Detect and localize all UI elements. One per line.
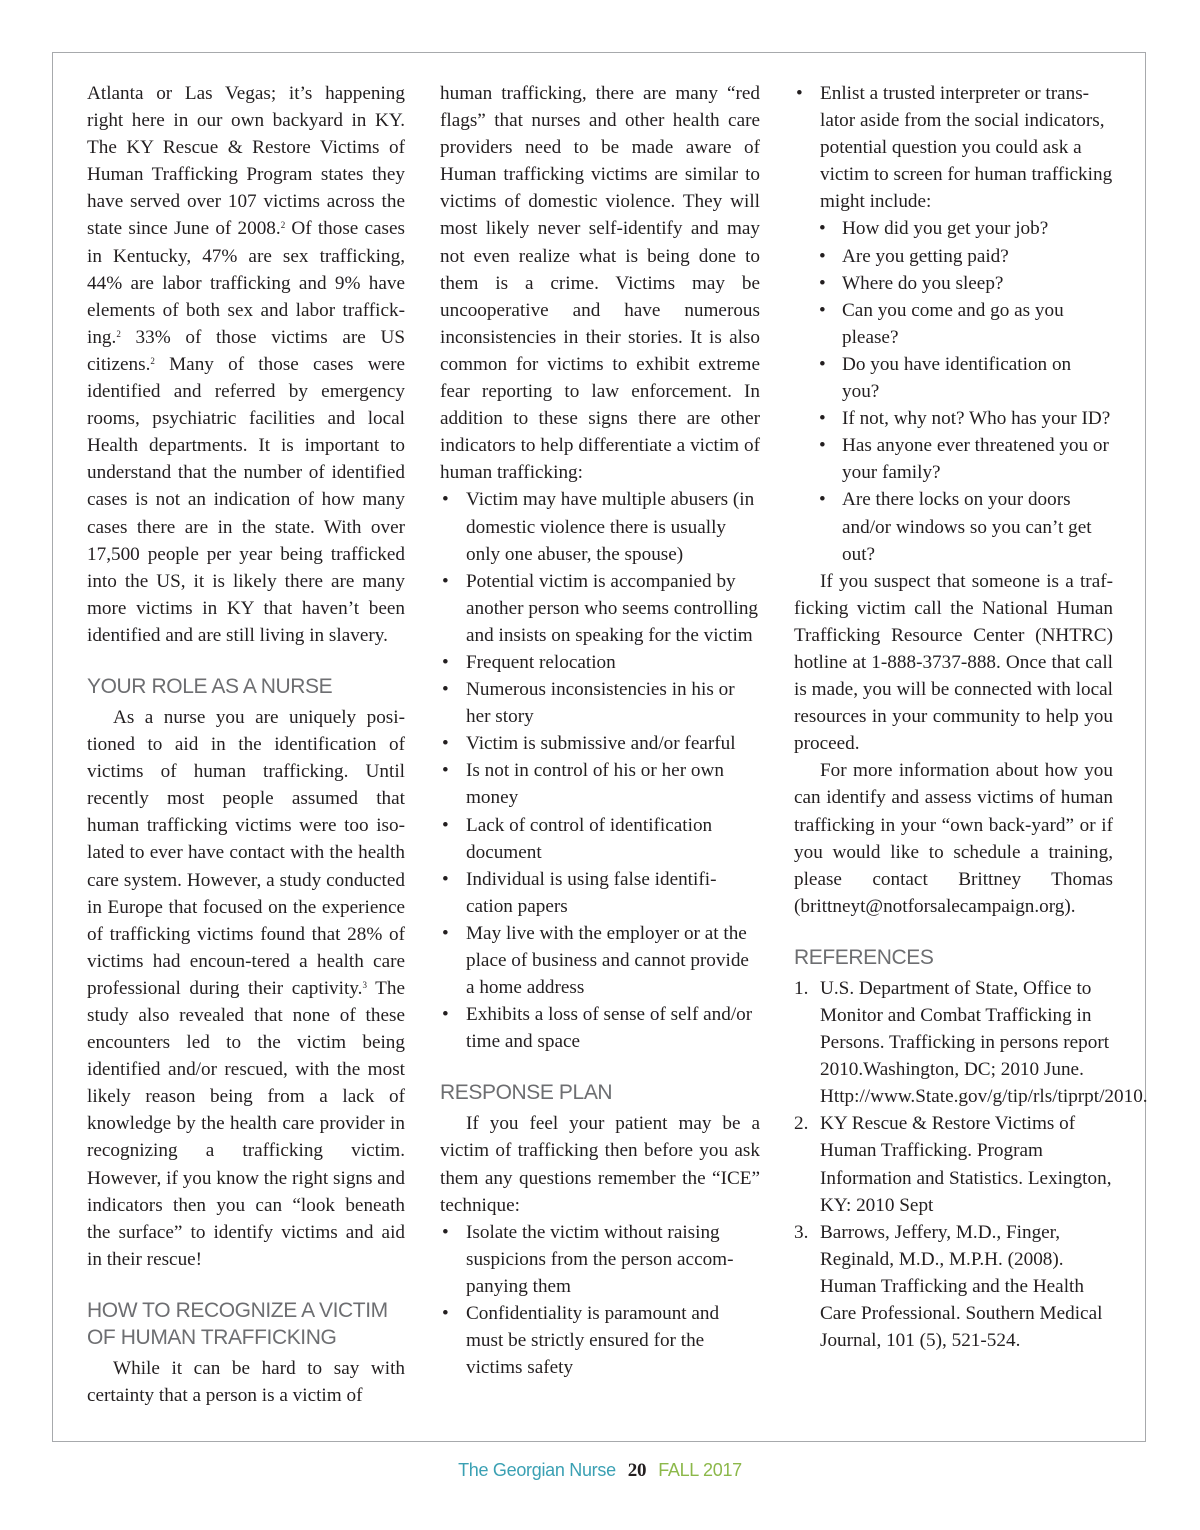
list-item: • Has anyone ever threatened you or your family? <box>794 432 1113 486</box>
references-list <box>794 975 1148 1354</box>
list-item: • Isolate the victim without raising suspicions from the person accom-panying them <box>440 1219 760 1300</box>
column-2 <box>440 80 760 1381</box>
reference-item: 2. KY Rescue & Restore Victims of Human Trafficking. Program Information and Statistics. Lexington, KY: 2010 Sept <box>794 1113 1112 1216</box>
column-3 <box>794 80 1148 1354</box>
indicator-list <box>440 486 760 1055</box>
list-item: • Potential victim is accompanied by another person who seems controlling and insists on speaking for the victim <box>440 568 760 649</box>
enlist-list <box>794 80 1113 215</box>
list-item: • Enlist a trusted interpreter or trans-lator aside from the social indicators, potential question you could ask a victim to screen for human trafficking might include: <box>794 80 1113 215</box>
hotline-paragraph: If you suspect that someone is a traf-ficking victim call the National Human Trafficking Resource Center (NHTRC) hotline at 1-888-3737-888. Once that call is made, you will be connected with local resources in your community to help you proceed. <box>794 570 1113 755</box>
reference-item: 3. Barrows, Jeffery, M.D., Finger, Reginald, M.D., M.P.H. (2008). Human Trafficking and the Health Care Professional. Southern Medical Journal, 101 (5), 521-524. <box>794 1221 1103 1352</box>
list-item: • Is not in control of his or her own money <box>440 757 760 811</box>
list-item: • Confidentiality is paramount and must be strictly ensured for the victims safety <box>440 1300 760 1381</box>
recognize-paragraph: While it can be hard to say with certainty that a person is a victim of <box>87 1357 405 1407</box>
list-item: • May live with the employer or at the place of business and cannot provide a home address <box>440 920 760 1001</box>
list-item: • If not, why not? Who has your ID? <box>794 405 1113 432</box>
page-footer <box>0 1460 1200 1482</box>
reference-item: 1. U.S. Department of State, Office to Monitor and Combat Trafficking in Persons. Trafficking in persons report 2010.Washington, DC; 2010 June. Http://www.State.gov/g/tip/rls/tiprpt/2010. <box>794 977 1148 1108</box>
list-item: • Can you come and go as you please? <box>794 297 1113 351</box>
page-number: 20 <box>627 1460 647 1481</box>
list-item: • Frequent relocation <box>440 649 760 676</box>
list-item: • Lack of control of identification document <box>440 812 760 866</box>
section-heading-response: RESPONSE PLAN <box>440 1081 613 1105</box>
section-heading-references: REFERENCES <box>794 945 934 969</box>
list-item: • Are you getting paid? <box>794 243 1113 270</box>
screening-questions-list <box>794 215 1113 567</box>
list-item: • Do you have identification on you? <box>794 351 1113 405</box>
list-item: • How did you get your job? <box>794 215 1113 242</box>
red-flags-paragraph: human trafficking, there are many “red flags” that nurses and other health care providers need to be made aware of Human trafficking victims are similar to victims of domestic violence. They will most likely never self-identify and may not even realize what is being done to them is a crime. Victims may be uncooperative and have numerous inconsistencies in their stories. It is also common for victims to exhibit extreme fear reporting to law enforcement. In addition to these signs there are other indicators to help differentiate a victim of human trafficking: <box>440 83 760 484</box>
list-item: • Individual is using false identifi-cation papers <box>440 866 760 920</box>
response-paragraph: If you feel your patient may be a victim of trafficking then before you ask them any questions remember the “ICE” technique: <box>440 1113 760 1216</box>
list-item: • Victim is submissive and/or fearful <box>440 730 760 757</box>
list-item: • Exhibits a loss of sense of self and/or time and space <box>440 1001 760 1055</box>
list-item: • Are there locks on your doors and/or windows so you can’t get out? <box>794 486 1113 567</box>
column-1 <box>87 80 405 1409</box>
issue-label: FALL 2017 <box>658 1460 742 1480</box>
role-paragraph: As a nurse you are uniquely posi-tioned to aid in the identification of victims of human trafficking. Until recently most people assumed that human trafficking victims were too iso-lated to ever have contact with the health care system. However, a study conducted in Europe that focused on the experience of trafficking victims found that 28% of victims had encoun-tered a health care professional during their captivity.$^3$ The study also revealed that none of these encounters led to the victim being identified and/or rescued, with the most likely reason being from a lack of knowledge by the health care provider in recognizing a trafficking victim. However, if you know the right signs and indicators then you can “look beneath the surface” to identify victims and aid in their rescue! <box>87 706 406 1270</box>
list-item: • Numerous inconsistencies in his or her story <box>440 676 760 730</box>
intro-paragraph: Atlanta or Las Vegas; it’s happening right here in our own backyard in KY. The KY Rescue & Restore Victims of Human Trafficking Program states they have served over 107 victims across the state since June of 2008.$^2$ Of those cases in Kentucky, 47% are sex trafficking, 44% are labor trafficking and 9% have elements of both sex and labor traffick-ing.$^2$ 33% of those victims are US citizens.$^2$ Many of those cases were identified and referred by emergency rooms, psychiatric facilities and local Health departments. It is important to understand that the number of identified cases is not an indication of how many cases there are in the state. With over 17,500 people per year being trafficked into the US, it is likely there are many more victims in KY that haven’t been identified and are still living in slavery. <box>87 83 405 646</box>
list-item: • Where do you sleep? <box>794 270 1113 297</box>
contact-paragraph: For more information about how you can identify and assess victims of human trafficking in your “own back-yard” or if you would like to schedule a training, please contact Brittney Thomas (brittneyt@notforsalecampaign.org). <box>794 760 1113 917</box>
section-heading-role: YOUR ROLE AS A NURSE <box>87 674 333 698</box>
section-heading-recognize: HOW TO RECOGNIZE A VICTIM OF HUMAN TRAFFICKING <box>87 1298 388 1349</box>
list-item: • Victim may have multiple abusers (in domestic violence there is usually only one abuser, the spouse) <box>440 486 760 567</box>
publication-name: The Georgian Nurse <box>458 1460 616 1480</box>
ice-list <box>440 1219 760 1382</box>
